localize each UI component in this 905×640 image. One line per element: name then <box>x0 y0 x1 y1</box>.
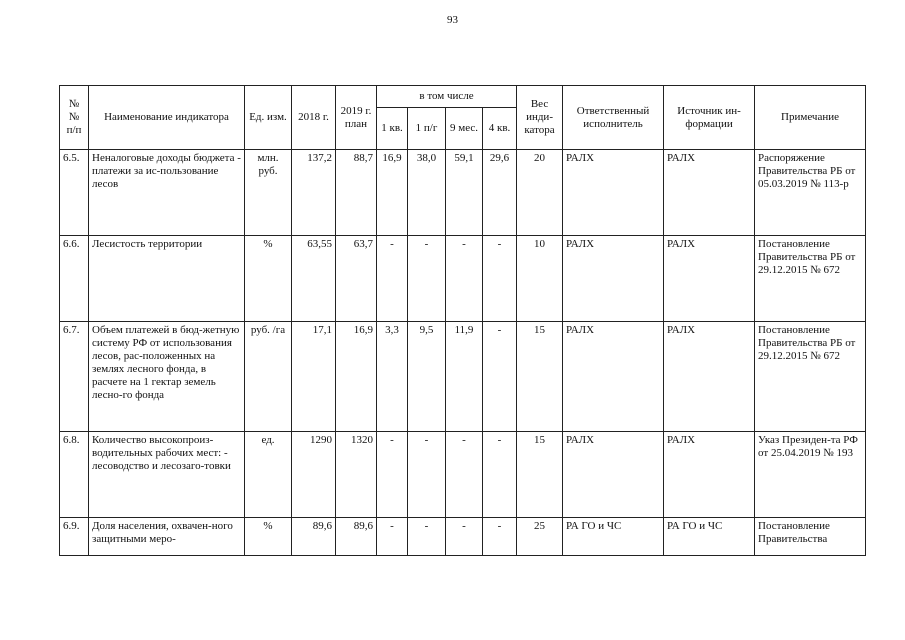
row-q4: - <box>483 518 517 556</box>
row-unit: млн. руб. <box>245 150 292 236</box>
row-9m: - <box>446 518 483 556</box>
row-h1: 38,0 <box>408 150 446 236</box>
row-q4: 29,6 <box>483 150 517 236</box>
row-2019-plan: 89,6 <box>336 518 377 556</box>
row-source: РАЛХ <box>664 322 755 432</box>
row-h1: 9,5 <box>408 322 446 432</box>
row-num: 6.5. <box>60 150 89 236</box>
row-h1: - <box>408 432 446 518</box>
row-note: Распоряжение Правительства РБ от 05.03.2019 № 113-р <box>755 150 866 236</box>
row-num: 6.7. <box>60 322 89 432</box>
row-name: Объем платежей в бюд-жетную систему РФ от использования лесов, рас-положенных на землях лесного фонда, в расчете на 1 гектар земель лесно-го фонда <box>89 322 245 432</box>
row-q1: 16,9 <box>377 150 408 236</box>
header-q1: 1 кв. <box>377 108 408 150</box>
row-weight: 25 <box>517 518 563 556</box>
row-weight: 15 <box>517 322 563 432</box>
row-note: Постановление Правительства РБ от 29.12.2015 № 672 <box>755 322 866 432</box>
header-q4: 4 кв. <box>483 108 517 150</box>
row-2019-plan: 1320 <box>336 432 377 518</box>
row-2019-plan: 88,7 <box>336 150 377 236</box>
row-source: РАЛХ <box>664 150 755 236</box>
row-note: Указ Президен-та РФ от 25.04.2019 № 193 <box>755 432 866 518</box>
row-unit: % <box>245 518 292 556</box>
row-2018: 137,2 <box>292 150 336 236</box>
row-source: РАЛХ <box>664 236 755 322</box>
table-row <box>60 518 866 556</box>
row-q4: - <box>483 236 517 322</box>
table-row <box>60 322 866 432</box>
row-note: Постановление Правительства <box>755 518 866 556</box>
row-name: Количество высокопроиз-водительных рабочих мест: - лесоводство и лесозаго-товки <box>89 432 245 518</box>
header-2018: 2018 г. <box>292 86 336 150</box>
row-2018: 63,55 <box>292 236 336 322</box>
header-2019-plan: 2019 г. план <box>336 86 377 150</box>
row-2018: 17,1 <box>292 322 336 432</box>
row-q4: - <box>483 432 517 518</box>
row-weight: 15 <box>517 432 563 518</box>
row-9m: - <box>446 432 483 518</box>
header-weight: Вес инди-катора <box>517 86 563 150</box>
row-responsible: РАЛХ <box>563 236 664 322</box>
page-number: 93 <box>447 14 458 26</box>
header-9m: 9 мес. <box>446 108 483 150</box>
row-source: РАЛХ <box>664 432 755 518</box>
header-num: № № п/п <box>60 86 89 150</box>
row-num: 6.8. <box>60 432 89 518</box>
row-q1: 3,3 <box>377 322 408 432</box>
row-responsible: РАЛХ <box>563 150 664 236</box>
row-unit: ед. <box>245 432 292 518</box>
row-name: Неналоговые доходы бюджета - платежи за ис-пользование лесов <box>89 150 245 236</box>
row-h1: - <box>408 518 446 556</box>
row-source: РА ГО и ЧС <box>664 518 755 556</box>
row-weight: 20 <box>517 150 563 236</box>
header-h1: 1 п/г <box>408 108 446 150</box>
row-q1: - <box>377 432 408 518</box>
header-unit: Ед. изм. <box>245 86 292 150</box>
row-2018: 89,6 <box>292 518 336 556</box>
row-2019-plan: 63,7 <box>336 236 377 322</box>
row-9m: 11,9 <box>446 322 483 432</box>
row-h1: - <box>408 236 446 322</box>
row-responsible: РА ГО и ЧС <box>563 518 664 556</box>
row-num: 6.6. <box>60 236 89 322</box>
row-name: Доля населения, охвачен-ного защитными меро- <box>89 518 245 556</box>
row-9m: 59,1 <box>446 150 483 236</box>
header-note: Примечание <box>755 86 866 150</box>
row-note: Постановление Правительства РБ от 29.12.2015 № 672 <box>755 236 866 322</box>
table-row <box>60 432 866 518</box>
row-2019-plan: 16,9 <box>336 322 377 432</box>
row-2018: 1290 <box>292 432 336 518</box>
indicators-table <box>59 85 866 556</box>
header-responsible: Ответственный исполнитель <box>563 86 664 150</box>
table-row <box>60 150 866 236</box>
row-q4: - <box>483 322 517 432</box>
row-unit: руб. /га <box>245 322 292 432</box>
row-9m: - <box>446 236 483 322</box>
row-q1: - <box>377 518 408 556</box>
row-responsible: РАЛХ <box>563 322 664 432</box>
row-unit: % <box>245 236 292 322</box>
row-responsible: РАЛХ <box>563 432 664 518</box>
row-weight: 10 <box>517 236 563 322</box>
row-num: 6.9. <box>60 518 89 556</box>
table-row <box>60 236 866 322</box>
header-name: Наименование индикатора <box>89 86 245 150</box>
row-q1: - <box>377 236 408 322</box>
header-including: в том числе <box>377 86 517 108</box>
row-name: Лесистость территории <box>89 236 245 322</box>
header-source: Источник ин-формации <box>664 86 755 150</box>
